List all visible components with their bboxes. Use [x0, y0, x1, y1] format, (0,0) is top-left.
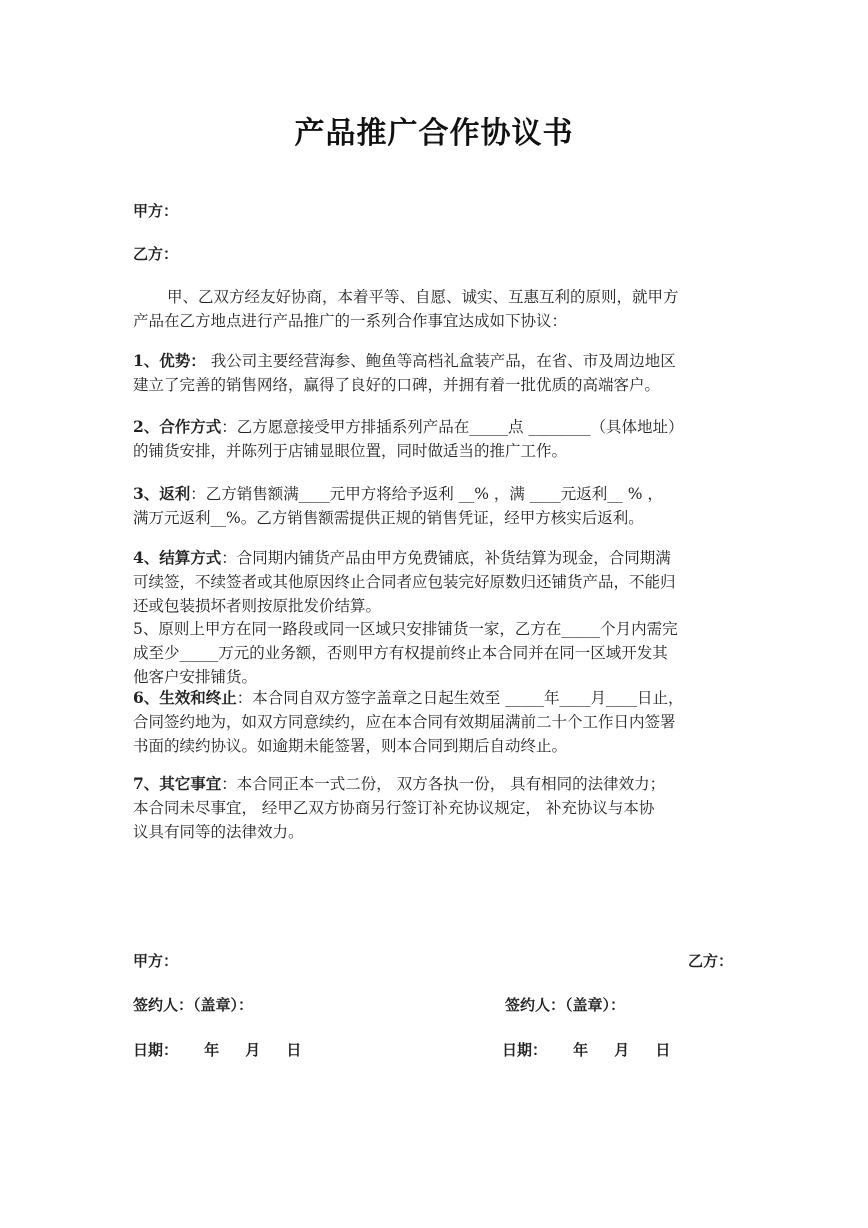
intro-line: 甲、乙双方经友好协商，本着平等、自愿、诚实、互惠互利的原则，就甲方 [167, 288, 679, 306]
document-title: 产品推广合作协议书 [294, 116, 574, 151]
signer-b: 签约人：（盖章）： [505, 996, 626, 1014]
signer-a: 签约人：（盖章）： [133, 996, 254, 1014]
clause-5 [133, 617, 748, 689]
clause-1-text: 我公司主要经营海参、鲍鱼等高档礼盒装产品，在省、市及周边地区 [205, 352, 676, 370]
clause-5-text: 5、原则上甲方在同一路段或同一区域只安排铺货一家，乙方在_____个月内需完 [133, 620, 678, 638]
clause-1 [133, 349, 748, 397]
clause-3-text: 满万元返利__%。乙方销售额需提供正规的销售凭证，经甲方核实后返利。 [133, 509, 644, 527]
clause-4-heading: 4、结算方式 [133, 548, 222, 567]
clause-3-text: ：乙方销售额满____元甲方将给予返利 __% ，满 ____元返利__ % ， [190, 485, 663, 503]
clause-6-text: 书面的续约协议。如逾期未能签署，则本合同到期后自动终止。 [133, 737, 568, 755]
clause-4-text: 可续签，不续签者或其他原因终止合同者应包装完好原数归还铺货产品，不能归 [133, 573, 676, 591]
clause-5-text: 他客户安排铺货。 [133, 668, 258, 686]
signature-party-b: 乙方： [688, 952, 734, 970]
clause-6-heading: 6、生效和终止 [133, 688, 237, 707]
clause-6-text: 合同签约地为，如双方同意续约，应在本合同有效期届满前二十个工作日内签署 [133, 713, 676, 731]
clause-2-text: ：乙方愿意接受甲方排插系列产品在_____点 ________（具体地址） [221, 418, 684, 436]
clause-7-text: 本合同未尽事宜， 经甲乙双方协商另行签订补充协议规定， 补充协议与本协 [133, 799, 655, 817]
clause-6 [133, 686, 748, 758]
clause-5-text: 成至少_____万元的业务额，否则甲方有权提前终止本合同并在同一区域开发其 [133, 644, 668, 662]
party-b-label: 乙方： [133, 245, 179, 263]
clause-2-heading: 2、合作方式 [133, 417, 222, 436]
clause-2 [133, 415, 748, 463]
clause-4 [133, 546, 748, 618]
clause-7-text: ：本合同正本一式二份， 双方各执一份， 具有相同的法律效力； [221, 775, 666, 793]
clause-4-text: ：合同期内铺货产品由甲方免费铺底，补货结算为现金，合同期满 [221, 549, 671, 567]
clause-3 [133, 482, 748, 530]
clause-2-text: 的铺货安排，并陈列于店铺显眼位置，同时做适当的推广工作。 [133, 442, 568, 460]
date-b: 日期： 年 月 日 [502, 1041, 671, 1059]
clause-1-text: 建立了完善的销售网络，赢得了良好的口碑，并拥有着一批优质的高端客户。 [133, 376, 661, 394]
clause-6-text: ：本合同自双方签字盖章之日起生效至 _____年____月____日止， [236, 689, 684, 707]
intro-line: 产品在乙方地点进行产品推广的一系列合作事宜达成如下协议： [133, 312, 568, 330]
clause-7-heading: 7、其它事宜 [133, 774, 222, 793]
clause-4-text: 还或包装损坏者则按原批发价结算。 [133, 597, 382, 615]
signature-party-a: 甲方： [133, 952, 179, 970]
intro-paragraph [133, 285, 748, 333]
clause-7-text: 议具有同等的法律效力。 [133, 823, 304, 841]
date-a: 日期： 年 月 日 [133, 1041, 302, 1059]
clause-3-heading: 3、返利 [133, 484, 191, 503]
clause-1-heading: 1、优势： [133, 351, 206, 370]
clause-7 [133, 772, 748, 844]
party-a-label: 甲方： [133, 202, 179, 220]
